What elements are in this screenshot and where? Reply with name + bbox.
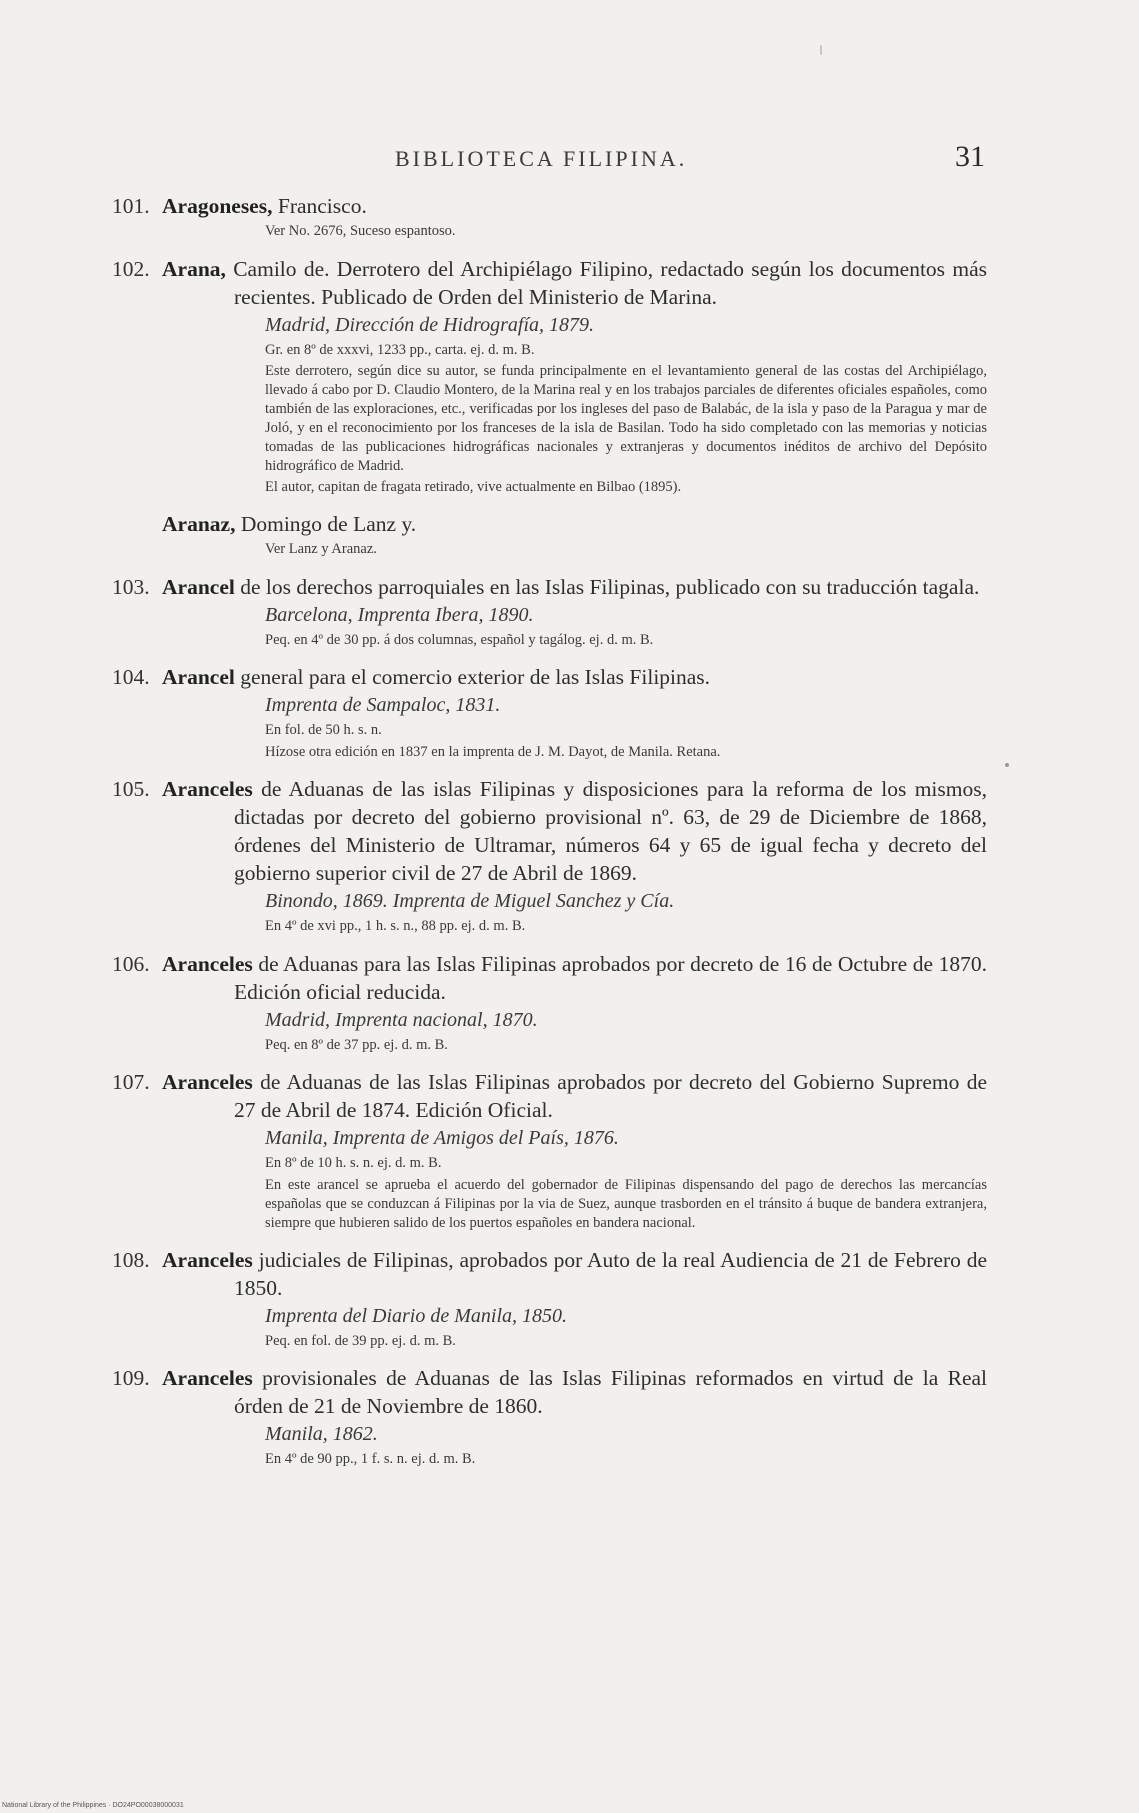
paper-speck: [1005, 763, 1009, 767]
entry-imprint: Manila, Imprenta de Amigos del País, 1876.: [265, 1127, 619, 1149]
entry-number: 101.: [112, 194, 150, 218]
entry-keyword: Aranceles: [162, 1070, 253, 1094]
entry-note: En 8º de 10 h. s. n. ej. d. m. B.: [265, 1155, 442, 1171]
paper-mark: [820, 45, 822, 55]
entry-imprint: Imprenta del Diario de Manila, 1850.: [265, 1304, 568, 1327]
entry-note: Peq. en 8º de 37 pp. ej. d. m. B.: [265, 1036, 448, 1053]
entry-paragraph: Este derrotero, según dice su autor, se funda principalmente en el levantamiento general de las costas del Archipiélago, llevado á cabo por D. Claudio Montero, de la Marina real y en los trabajos parciales de diferentes oficiales españoles, como también de las exploraciones, etc., verificadas por los ingleses del paso de Balabác, de la isla y paso de la Paragua y mar de Joló, y en el reconocimiento por los franceses de la isla de Basilan. Todo ha sido completado con las memorias y noticias tomadas de las publicaciones hidrográficas nacionales y extranjeras y documentos inéditos de archivo del Depósito hidrográfico de Madrid.: [265, 363, 987, 474]
entry-imprint: Binondo, 1869. Imprenta de Miguel Sanchez y Cía.: [265, 890, 675, 912]
entry-number: 107.: [112, 1070, 150, 1094]
entry-keyword: Arancel: [162, 574, 235, 599]
entry-heading: [112, 1068, 987, 1124]
running-title: BIBLIOTECA FILIPINA.: [395, 146, 688, 171]
entry-note: Hízose otra edición en 1837 en la imprenta de J. M. Dayot, de Manila. Retana.: [265, 743, 721, 760]
entry-heading: [112, 510, 987, 538]
entry-note: Peq. en fol. de 39 pp. ej. d. m. B.: [265, 1332, 456, 1349]
entry-title: de Aduanas para las Islas Filipinas aprobados por decreto de 16 de Octubre de 1870. Edición oficial reducida.: [234, 951, 987, 1004]
entry-heading: [112, 255, 987, 311]
entry-number: 104.: [112, 665, 150, 689]
entry-imprint: Imprenta de Sampaloc, 1831.: [265, 694, 501, 716]
entry-keyword: Arancel: [162, 665, 235, 689]
entry-heading: [112, 775, 987, 887]
entry-title: de Aduanas de las islas Filipinas y disposiciones para la reforma de los mismos, dictadas por decreto del gobierno provisional nº. 63, de 29 de Diciembre de 1868, órdenes del Ministerio de Ultramar, números 64 y 65 de igual fecha y decreto del gobierno superior civil de 27 de Abril de 1869.: [234, 777, 987, 885]
entry-title: Francisco.: [272, 194, 367, 218]
entry-107: [112, 1068, 987, 1233]
entry-aranaz: [112, 510, 987, 560]
entry-number: 103.: [112, 574, 150, 599]
entry-note: Ver Lanz y Aranaz.: [265, 541, 377, 557]
entry-paragraph: En este arancel se aprueba el acuerdo del gobernador de Filipinas dispensando del pago de derechos las mercancías españolas que se conduzcan á Filipinas por la via de Suez, aunque trasborden en el tránsito á buque de bandera extranjera, siempre que hubieren salido de los puertos españoles en bandera nacional.: [265, 1176, 987, 1231]
entry-104: [112, 663, 987, 762]
entry-heading: [112, 192, 987, 220]
entry-note: Peq. en 4º de 30 pp. á dos columnas, español y tagálog. ej. d. m. B.: [265, 631, 654, 648]
page-number: 31: [955, 140, 985, 173]
entry-102: [112, 255, 987, 498]
entry-note: En fol. de 50 h. s. n.: [265, 722, 382, 738]
entry-heading: [112, 1364, 987, 1420]
entry-heading: [112, 663, 987, 691]
bibliography-entries: [112, 192, 987, 1483]
entry-note: En 4º de xvi pp., 1 h. s. n., 88 pp. ej. d. m. B.: [265, 918, 526, 934]
entry-keyword: Arana,: [162, 256, 226, 281]
entry-keyword: Aranceles: [162, 1247, 253, 1272]
entry-number: 108.: [112, 1247, 150, 1272]
entry-heading: [112, 573, 987, 601]
entry-title: provisionales de Aduanas de las Islas Filipinas reformados en virtud de la Real órden de 21 de Noviembre de 1860.: [234, 1366, 987, 1418]
entry-imprint: Manila, 1862.: [265, 1423, 378, 1445]
entry-keyword: Aranceles: [162, 951, 253, 976]
entry-105: [112, 775, 987, 937]
entry-106: [112, 950, 987, 1056]
entry-imprint: Barcelona, Imprenta Ibera, 1890.: [265, 603, 534, 626]
entry-109: [112, 1364, 987, 1470]
entry-note: Gr. en 8º de xxxvi, 1233 pp., carta. ej. d. m. B.: [265, 341, 535, 358]
entry-number: 106.: [112, 951, 150, 976]
entry-101: [112, 192, 987, 242]
entry-imprint: Madrid, Imprenta nacional, 1870.: [265, 1008, 538, 1031]
entry-title: judiciales de Filipinas, aprobados por Auto de la real Audiencia de 21 de Febrero de 1850.: [234, 1247, 987, 1300]
page-header: [395, 140, 985, 180]
entry-paragraph: El autor, capitan de fragata retirado, vive actualmente en Bilbao (1895).: [265, 479, 682, 495]
entry-note: En 4º de 90 pp., 1 f. s. n. ej. d. m. B.: [265, 1451, 476, 1467]
entry-title: Domingo de Lanz y.: [235, 512, 417, 536]
entry-keyword: Aragoneses,: [162, 194, 273, 218]
entry-title: Camilo de. Derrotero del Archipiélago Filipino, redactado según los documentos más recientes. Publicado de Orden del Ministerio de Marina.: [225, 256, 987, 309]
entry-heading: [112, 1246, 987, 1302]
entry-imprint: Madrid, Dirección de Hidrografía, 1879.: [265, 313, 595, 336]
entry-keyword: Aranceles: [162, 777, 253, 801]
entry-title: general para el comercio exterior de las Islas Filipinas.: [234, 665, 711, 689]
entry-heading: [112, 950, 987, 1006]
entry-103: [112, 573, 987, 651]
entry-keyword: Aranaz,: [162, 512, 236, 536]
scan-footer: National Library of the Philippines · DO24PO00038000031: [2, 1802, 184, 1809]
entry-number: 105.: [112, 777, 150, 801]
entry-number: 102.: [112, 256, 150, 281]
entry-number: 109.: [112, 1366, 150, 1390]
entry-title: de los derechos parroquiales en las Islas Filipinas, publicado con su traducción tagala.: [234, 574, 980, 599]
entry-108: [112, 1246, 987, 1352]
entry-keyword: Aranceles: [162, 1366, 253, 1390]
entry-title: de Aduanas de las Islas Filipinas aprobados por decreto del Gobierno Supremo de 27 de Abril de 1874. Edición Oficial.: [234, 1070, 987, 1122]
entry-note: Ver No. 2676, Suceso espantoso.: [265, 223, 456, 239]
